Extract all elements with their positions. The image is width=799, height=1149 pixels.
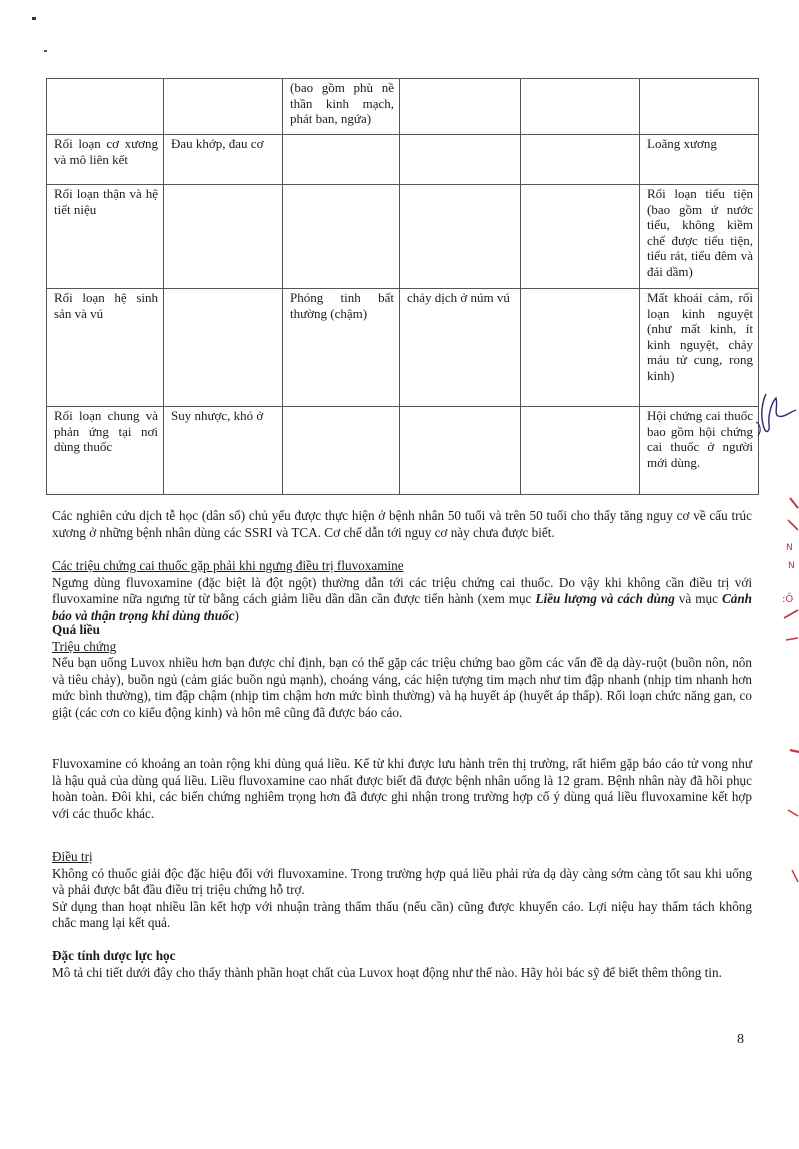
table-row xyxy=(47,135,759,185)
table-row xyxy=(47,289,759,407)
overdose-section xyxy=(52,622,752,721)
warnings-reference: Cảnh báo và thận trọng khi dùng thuốc xyxy=(52,591,753,623)
table-cell: Rối loạn thận và hệ tiết niệu xyxy=(47,185,164,289)
table-cell: Suy nhược, khó ở xyxy=(164,407,283,495)
table-cell: Rối loạn chung và phản ứng tại nơi dùng thuốc xyxy=(47,407,164,495)
table-cell: (bao gồm phù nề thần kinh mạch, phát ban, ngứa) xyxy=(283,79,400,135)
red-stamp-fragment xyxy=(762,490,799,890)
table-cell: Rối loạn cơ xương và mô liên kết xyxy=(47,135,164,185)
pharmacodynamics-text: Mô tả chi tiết dưới đây cho thấy thành phần hoạt chất của Luvox hoạt động như thế nào. Hãy hỏi bác sỹ để biết thêm thông tin. xyxy=(52,964,722,980)
table-cell xyxy=(400,407,521,495)
table-cell xyxy=(640,79,759,135)
table-cell: Mất khoái cảm, rối loạn kinh nguyệt (như mất kinh, ít kinh nguyệt, chảy máu tử cung, rong kinh) xyxy=(640,289,759,407)
table-cell xyxy=(400,185,521,289)
table-cell xyxy=(283,135,400,185)
pharmacodynamics-heading: Đặc tính dược lực học xyxy=(52,948,176,963)
table-cell xyxy=(47,79,164,135)
table-cell: Đau khớp, đau cơ xyxy=(164,135,283,185)
table-cell xyxy=(521,407,640,495)
table-cell xyxy=(283,407,400,495)
treatment-text-2: Sử dụng than hoạt nhiều lần kết hợp với nhuận tràng thẩm thấu (nếu cần) cũng được khuyến cáo. Lợi niệu hay thẩm tách không chắc mang lại kết quả. xyxy=(52,898,752,930)
table-cell: Hội chứng cai thuốc bao gồm hội chứng cai thuốc ở người mới dùng. xyxy=(640,407,759,495)
symptoms-text: Nếu bạn uống Luvox nhiều hơn bạn được chỉ định, bạn có thể gặp các triệu chứng bao gồm các vấn đề dạ dày-ruột (buồn nôn, nôn và tiêu chảy), buồn ngủ (cảm giác buồn ngủ mạnh), choáng váng, các hiện tượng tim mạch như tim đập nhanh (nhịp tim nhanh hơn mức bình thường), tim đập chậm (nhịp tim chậm hơn mức bình thường) và hạ huyết áp (huyết áp thấp). Rối loạn chức năng gan, co giật (các cơn co kiểu động kinh) và hôn mê cũng đã được báo cáo. xyxy=(52,655,752,720)
table-cell xyxy=(521,289,640,407)
epidemiology-text: Các nghiên cứu dịch tễ học (dân số) chủ yếu được thực hiện ở bệnh nhân 50 tuổi và trên 50 tuổi cho thấy tăng nguy cơ về cấu trúc xương ở những bệnh nhân dùng các SSRI và TCA. Cơ chế dẫn tới nguy cơ này chưa được biết. xyxy=(52,508,752,540)
table-cell: Rối loạn hệ sinh sản và vú xyxy=(47,289,164,407)
table-cell xyxy=(521,185,640,289)
symptoms-heading: Triệu chứng xyxy=(52,638,117,654)
table-cell xyxy=(164,185,283,289)
table-cell xyxy=(400,79,521,135)
scan-speck xyxy=(32,17,36,20)
handwritten-signature xyxy=(752,388,798,440)
svg-text:N: N xyxy=(788,561,795,571)
treatment-text-1: Không có thuốc giải độc đặc hiệu đối với fluvoxamine. Trong trường hợp quá liều phải rửa dạ dày càng sớm càng tốt sau khi uống và phải được bắt đầu điều trị triệu chứng hỗ trợ. xyxy=(52,865,752,897)
safety-paragraph xyxy=(52,756,752,822)
table-cell: Rối loạn tiểu tiện (bao gồm ứ nước tiểu, không kiềm chế được tiểu tiện, tiểu rát, tiểu đêm và đái dầm) xyxy=(640,185,759,289)
withdrawal-text: Ngưng dùng fluvoxamine (đặc biệt là đột ngột) thường dẫn tới các triệu chứng cai thuốc. Do vậy khi không cần điều trị với fluvoxamine nữa ngưng từ từ bằng cách giảm liều dần dần cần được tiến hành (xem mục Liều lượng và cách dùng và mục Cảnh báo và thận trọng khi dùng thuốc) xyxy=(52,574,753,623)
table-cell xyxy=(283,185,400,289)
page-number: 8 xyxy=(737,1032,744,1047)
svg-text::Ô: :Ô xyxy=(782,594,794,605)
table-cell xyxy=(521,79,640,135)
withdrawal-heading: Các triệu chứng cai thuốc gặp phải khi ngưng điều trị fluvoxamine xyxy=(52,558,404,573)
table-row xyxy=(47,79,759,135)
table-cell xyxy=(400,135,521,185)
withdrawal-section xyxy=(52,558,752,624)
overdose-heading: Quá liều xyxy=(52,622,100,637)
svg-text:N: N xyxy=(786,543,793,553)
treatment-section xyxy=(52,849,752,932)
table-cell: Loãng xương xyxy=(640,135,759,185)
adverse-reactions-table xyxy=(46,78,759,495)
table-cell xyxy=(521,135,640,185)
table-cell xyxy=(164,289,283,407)
epidemiology-paragraph xyxy=(52,508,752,541)
table-row xyxy=(47,407,759,495)
table-cell: Phóng tinh bất thường (chậm) xyxy=(283,289,400,407)
treatment-heading: Điều trị xyxy=(52,849,93,864)
pharmacodynamics-section xyxy=(52,948,752,981)
table-cell: chảy dịch ở núm vú xyxy=(400,289,521,407)
scan-speck xyxy=(44,50,47,52)
dosage-reference: Liều lượng và cách dùng xyxy=(535,591,675,606)
table-cell xyxy=(164,79,283,135)
table-row xyxy=(47,185,759,289)
safety-text: Fluvoxamine có khoảng an toàn rộng khi dùng quá liều. Kể từ khi được lưu hành trên thị trường, rất hiếm gặp báo cáo tử vong như là hậu quả của dùng quá liều. Liều fluvoxamine cao nhất được biết đã được bệnh nhân uống là 12 gram. Bệnh nhân này đã hồi phục hoàn toàn. Đôi khi, các biến chứng nghiêm trọng hơn đã được ghi nhận trong trường hợp cố ý dùng quá liều fluvoxamine kết hợp với các thuốc khác. xyxy=(52,756,752,821)
